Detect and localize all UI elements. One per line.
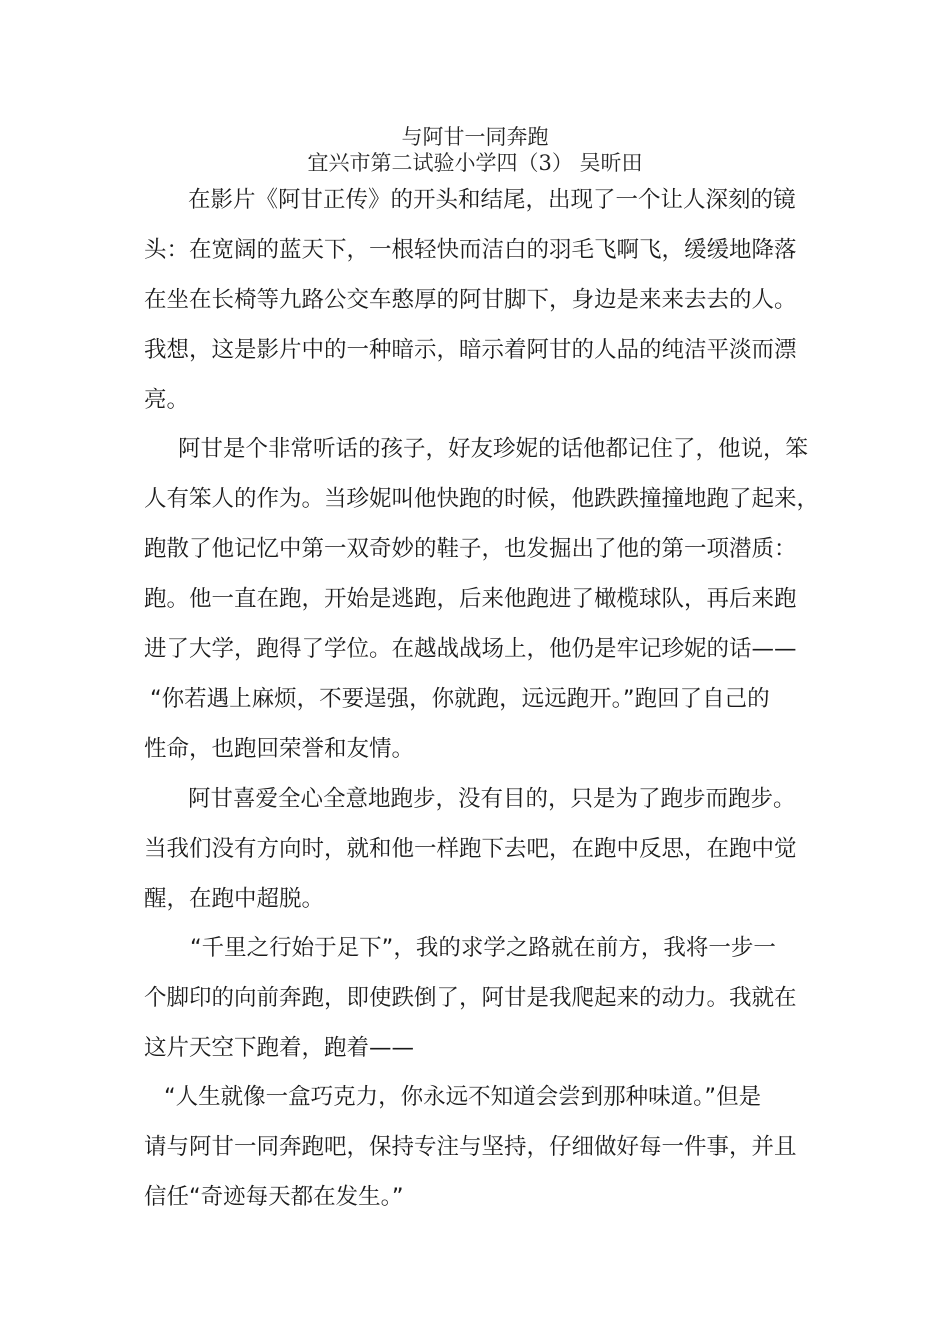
- paragraph-2-line-7: 性命，也跑回荣誉和友情。: [144, 736, 415, 762]
- paragraph-1-line-2: 头：在宽阔的蓝天下，一根轻快而洁白的羽毛飞啊飞，缓缓地降落: [144, 237, 797, 263]
- paragraph-5-line-1: “人生就像一盒巧克力，你永远不知道会尝到那种味道。”但是: [164, 1084, 762, 1110]
- paragraph-1-line-3: 在坐在长椅等九路公交车憨厚的阿甘脚下，身边是来来去去的人。: [144, 287, 797, 313]
- paragraph-4-line-3: 这片天空下跑着，跑着——: [144, 1035, 415, 1061]
- paragraph-2-line-5: 进了大学，跑得了学位。在越战战场上，他仍是牢记珍妮的话——: [144, 636, 797, 662]
- paragraph-4-line-1: “千里之行始于足下”，我的求学之路就在前方，我将一步一: [190, 935, 776, 961]
- paragraph-2-line-1: 阿甘是个非常听话的孩子，好友珍妮的话他都记住了，他说，笨: [178, 436, 809, 462]
- paragraph-5-line-2: 请与阿甘一同奔跑吧，保持专注与坚持，仔细做好每一件事，并且: [144, 1134, 797, 1160]
- paragraph-1-line-1: 在影片《阿甘正传》的开头和结尾，出现了一个让人深刻的镜: [188, 187, 796, 213]
- paragraph-5-line-3: 信任“奇迹每天都在发生。”: [144, 1184, 404, 1210]
- paragraph-1-line-4: 我想，这是影片中的一种暗示，暗示着阿甘的人品的纯洁平淡而漂: [144, 337, 797, 363]
- document-byline: 宜兴市第二试验小学四（3） 吴昕田: [307, 151, 643, 175]
- paragraph-2-line-6: “你若遇上麻烦，不要逞强，你就跑，远远跑开。”跑回了自己的: [150, 686, 770, 712]
- paragraph-4-line-2: 个脚印的向前奔跑，即使跌倒了，阿甘是我爬起来的动力。我就在: [144, 985, 797, 1011]
- paragraph-1-line-5: 亮。: [144, 387, 190, 413]
- paragraph-2-line-4: 跑。他一直在跑，开始是逃跑，后来他跑进了橄榄球队，再后来跑: [144, 586, 797, 612]
- document-title: 与阿甘一同奔跑: [401, 125, 549, 149]
- paragraph-2-line-2: 人有笨人的作为。当珍妮叫他快跑的时候，他跌跌撞撞地跑了起来，: [144, 486, 820, 512]
- paragraph-2-line-3: 跑散了他记忆中第一双奇妙的鞋子，也发掘出了他的第一项潜质：: [144, 536, 797, 562]
- paragraph-3-line-3: 醒，在跑中超脱。: [144, 886, 325, 912]
- paragraph-3-line-2: 当我们没有方向时，就和他一样跑下去吧，在跑中反思，在跑中觉: [144, 836, 797, 862]
- paragraph-3-line-1: 阿甘喜爱全心全意地跑步，没有目的，只是为了跑步而跑步。: [188, 786, 796, 812]
